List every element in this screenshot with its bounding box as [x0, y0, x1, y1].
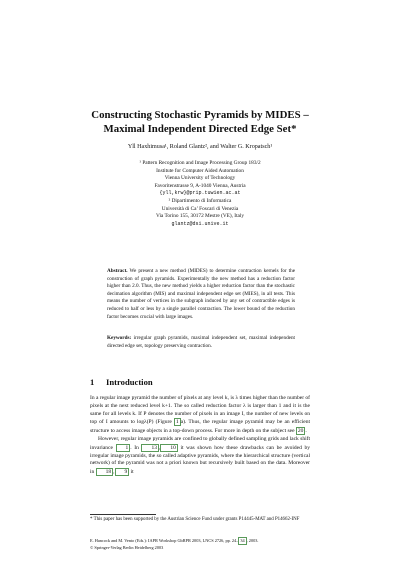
text-run: In a regular image pyramid the number of pixels at any level k, is λ times higher than the number of pixels at the next reduced level k+1. The so called reduction factor λ is larger than 1 and it is the same for all levels k. If P denotes the number of pixels in an image I, the number of new levels on top of I amounts to logλ(P) (Figure	[90, 395, 310, 426]
title-line-1: Constructing Stochastic Pyramids by MIDES –	[91, 109, 309, 121]
citation-link[interactable]: 1	[116, 444, 131, 452]
citation-link[interactable]: 20	[297, 428, 304, 435]
keywords-text: irregular graph pyramids, maximal independent set, maximal independent directed edge set, topology preserving contraction.	[107, 335, 296, 349]
affiliation-line: ¹ Pattern Recognition and Image Processing Group 183/2	[139, 160, 261, 166]
page-reference-link[interactable]: 34	[240, 538, 245, 543]
affiliation-line: Favoritenstrasse 9, A-1040 Vienna, Austria	[154, 182, 246, 189]
affiliation-line: Institute for Computer Aided Automation	[156, 167, 244, 174]
affiliations	[80, 160, 320, 228]
text-run: , 2003.	[246, 538, 259, 543]
text-run: it was shown how these drawbacks can be avoided by irregular image pyramids, the so called adaptive pyramids, where the hierarchical structure (vertical network) of the pyramid was not a priori known but recursively built based on the data. Moreover in	[90, 444, 310, 476]
citation-link[interactable]: 13	[141, 444, 159, 452]
citation-link[interactable]: 9	[115, 468, 130, 476]
citation-link[interactable]: 10	[160, 444, 178, 452]
paper-title	[70, 109, 330, 136]
footnote-divider	[90, 514, 156, 515]
text-run: a). Thus, the regular image pyramid may be an efficient structure to access image objects in a top-down process. For more in depth on the subject see	[90, 419, 311, 435]
section-title: Introduction	[106, 377, 153, 387]
section-number: 1	[90, 377, 95, 387]
abstract-label: Abstract.	[107, 268, 128, 274]
body-text	[90, 395, 310, 477]
abstract-text: We present a new method (MIDES) to determine contraction kernels for the construction of graph pyramids. Experimentally the new method has a reduction factor higher than 2.0. Thus, the new method yields a higher reduction factor than the stochastic decimation algorithm (MIS) and maximal independent edge set (MIES), in all tests. This means the number of vertices in the subgraph induced by any set of contractible edges is reduced to half or less by a single parallel contraction. The lower bound of the reduction factor becomes crucial with large images.	[107, 268, 295, 320]
figure-reference-link[interactable]: 1	[175, 419, 179, 426]
imprint-line	[90, 537, 310, 545]
affiliation-line: Via Torino 155, 30172 Mestre (VE), Italy	[155, 213, 245, 220]
text-run: .	[305, 428, 307, 435]
text-run: ,	[158, 444, 161, 451]
abstract	[107, 268, 295, 321]
footnote: * This paper has been supported by the Austrian Science Fund under grants P14445-MAT and P14662-INF	[90, 517, 300, 522]
author-list: Yll Haxhimusa¹, Roland Glantz², and Walter G. Kropatsch¹	[127, 144, 273, 150]
affiliation-line: ² Dipartimento di Informatica	[168, 197, 232, 204]
email-address: glantz@dsi.unive.it	[171, 220, 229, 227]
text-run: . In	[130, 444, 142, 451]
affiliation-line: Università di Ca’ Foscari di Venezia	[161, 205, 239, 212]
text-run: E. Hancock and M. Vento (Eds.): IAPR Workshop GbRPR 2003, LNCS 2726, pp. 24–	[90, 538, 239, 543]
copyright-line: © Springer-Verlag Berlin Heidelberg 2003	[90, 545, 164, 550]
paragraph	[90, 395, 310, 436]
text-run: it	[129, 469, 134, 476]
text-run: However, regular image pyramids are confined to globally defined sampling grids and lack shift invariance	[90, 435, 310, 451]
keywords	[107, 335, 295, 350]
imprint	[90, 537, 310, 551]
paragraph	[90, 436, 310, 477]
email-address: {yll,krw}@prip.tuwien.ac.at	[159, 190, 241, 197]
section-heading	[90, 377, 153, 387]
keywords-label: Keywords:	[107, 335, 132, 341]
title-line-2: Maximal Independent Directed Edge Set*	[103, 122, 297, 135]
affiliation-line: Vienna University of Technology	[164, 175, 236, 182]
text-run: ,	[113, 469, 115, 476]
citation-link[interactable]: 18	[96, 468, 114, 476]
